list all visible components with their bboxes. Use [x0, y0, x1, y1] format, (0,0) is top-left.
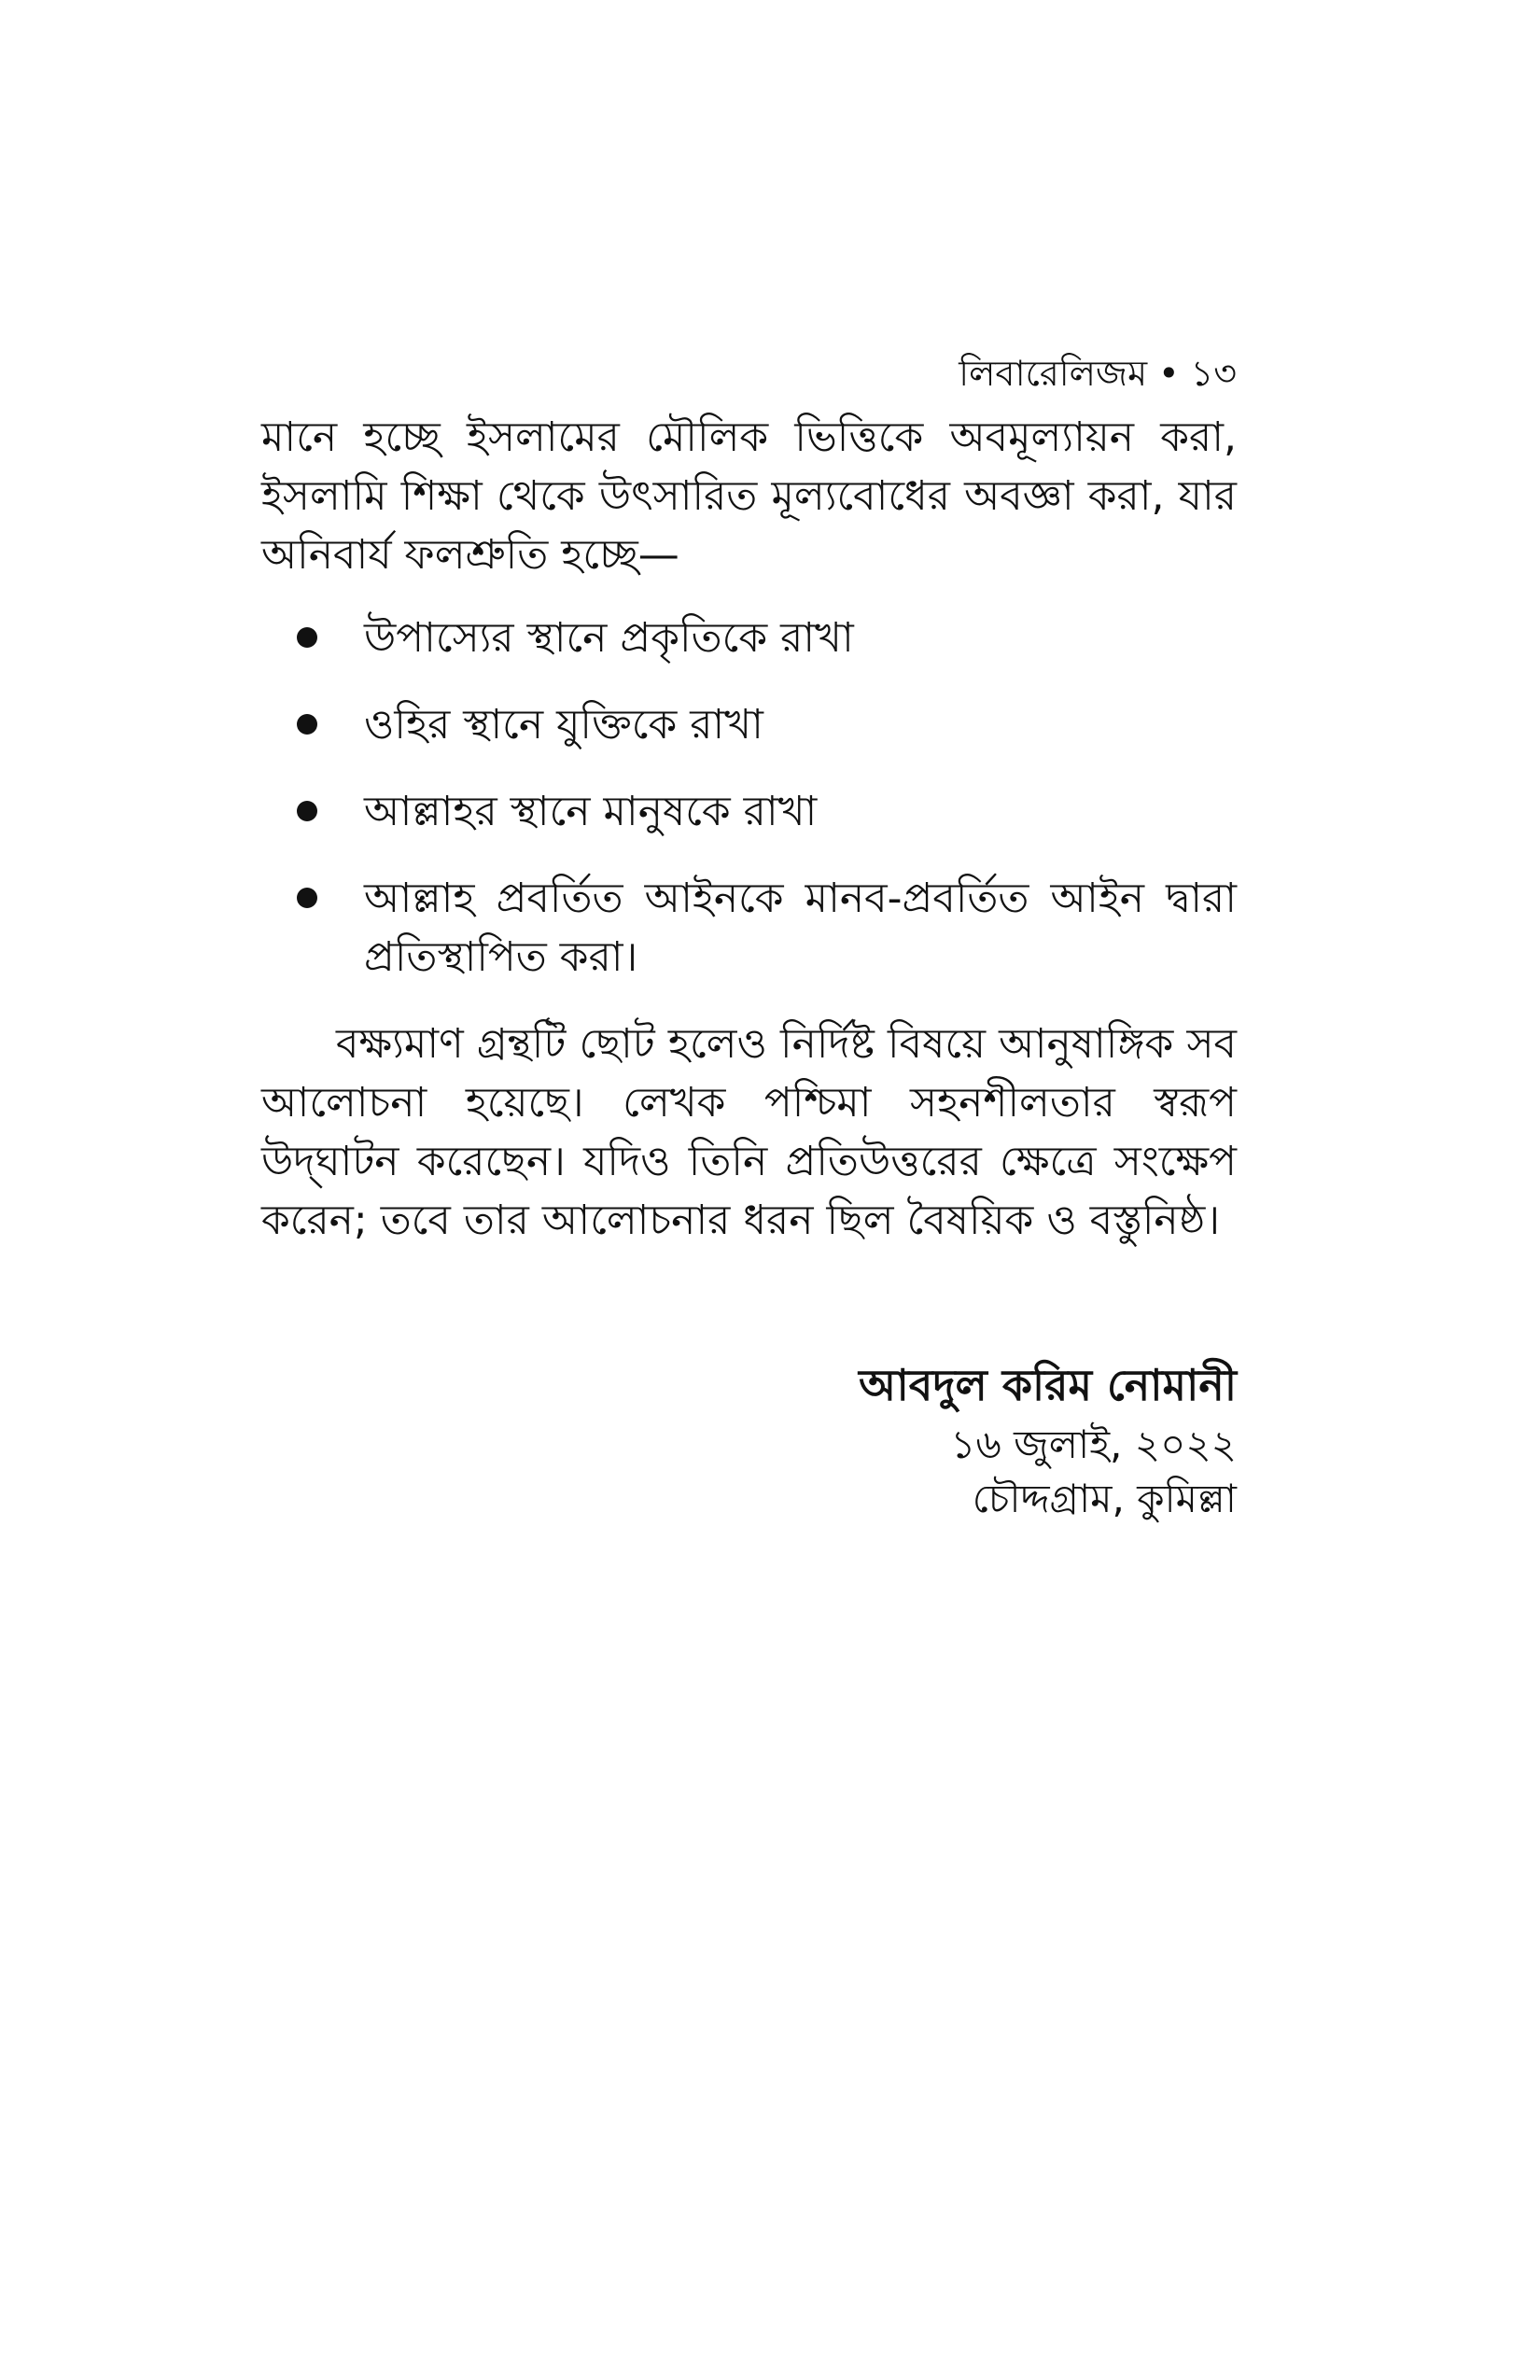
bullet-dot-icon — [297, 888, 317, 908]
bullet-dot-icon — [297, 801, 317, 821]
bullet-item — [261, 695, 1237, 754]
bullet-text: আল্লাহর স্থানে মানুষকে রাখা — [364, 788, 818, 835]
bullet-item — [261, 782, 1237, 841]
signature-block — [261, 1352, 1237, 1526]
signature-place: চৌদ্দগ্রাম, কুমিল্লা — [972, 1476, 1237, 1521]
bullet-dot-icon — [297, 627, 317, 648]
bullet-text: উপাস্যের স্থানে প্রকৃতিকে রাখা — [364, 614, 854, 662]
author-name: আবদুল করিম নোমানী — [859, 1360, 1237, 1410]
closing-paragraph: বক্ষ্যমাণ গ্রন্থটি ছোট হলেও নির্দিষ্ট বিষয়ে আনুষাঙ্গিক সব আলোচনা হয়েছে। লেখক পশ্চিমা সহনশীলতার স্বরূপ উদ্‌ঘাটন করেছেন। যদিও তিনি প্রতিউত্তরের ক্ষেত্রে সংক্ষেপ করেন; তবে তার আলোচনার ধরন ছিল বৈষয়িক ও বস্তুনিষ্ঠ। — [261, 1020, 1237, 1244]
bullet-list — [261, 609, 1237, 987]
bullet-item — [261, 869, 1237, 987]
bullet-dot-icon — [297, 714, 317, 735]
signature-date: ১৬ জুলাই, ২০২২ — [950, 1421, 1237, 1467]
intro-paragraph: মানে হচ্ছে ইসলামের মৌলিক ভিত্তিকে অবমূল্যায়ন করা, ইসলামি শিক্ষা থেকে উৎসারিত মূল্যবোধের অবজ্ঞা করা, যার অনিবার্য ফলশ্রুতি হচ্ছে— — [261, 413, 1237, 579]
running-header: লিবারেলিজম • ১৩ — [959, 353, 1237, 394]
bullet-text: ওহির স্থানে যুক্তিকে রাখা — [364, 701, 763, 749]
bullet-item — [261, 609, 1237, 667]
bullet-text: আল্লাহ প্রবর্তিত আইনকে মানব-প্রবর্তিত আইন দ্বারা প্রতিস্থাপিত করা। — [364, 875, 1237, 981]
book-page — [261, 350, 1237, 1526]
